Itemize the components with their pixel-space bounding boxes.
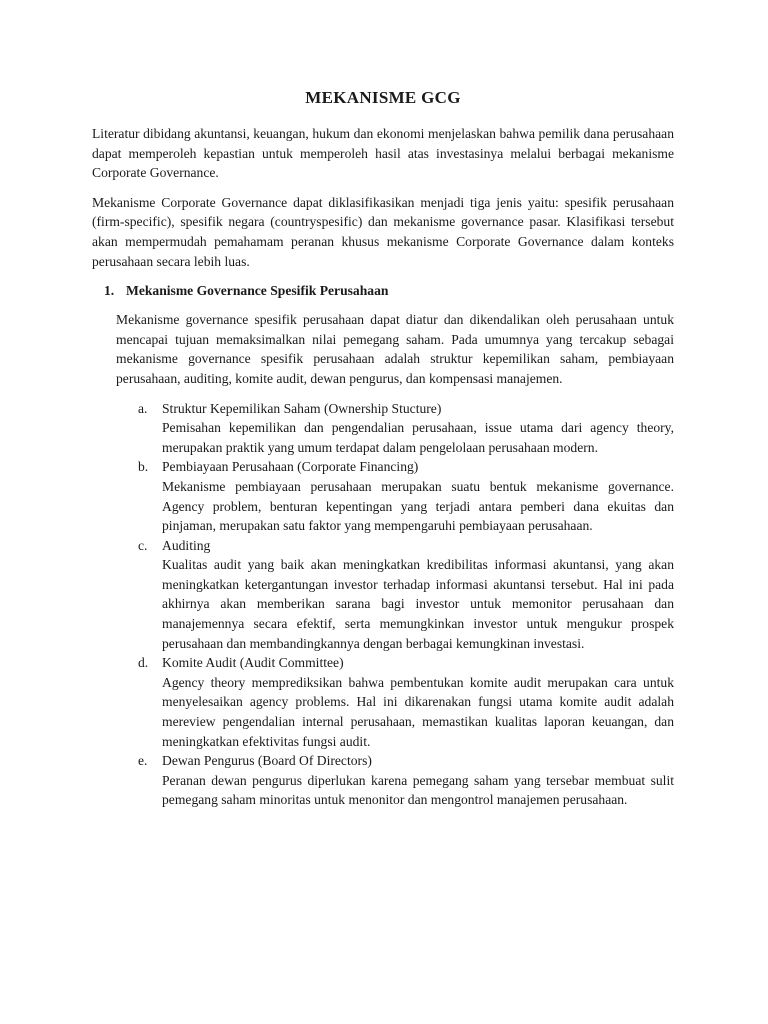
list-item-title: Dewan Pengurus (Board Of Directors)	[162, 753, 372, 769]
mechanism-list	[138, 399, 674, 810]
section-paragraph: Mekanisme governance spesifik perusahaan dapat diatur dan dikendalikan oleh perusahaan untuk mencapai tujuan memaksimalkan nilai pemegang saham. Pada umumnya yang tercakup sebagai mekanisme governance spesifik perusahaan adalah struktur kepemilikan saham, pembiayaan perusahaan, auditing, komite audit, dewan pengurus, dan kompensasi manajemen.	[116, 312, 674, 386]
list-item	[138, 653, 674, 751]
list-item-body: Agency theory memprediksikan bahwa pembentukan komite audit merupakan cara untuk menyelesaikan agency problems. Hal ini dikarenakan fungsi utama komite audit adalah mereview pengendalian internal perusahaan, memastikan kualitas laporan keuangan, dan meningkatkan efektivitas fungsi audit.	[162, 674, 674, 749]
list-marker: a.	[138, 400, 148, 416]
document-title: MEKANISME GCG	[305, 88, 461, 107]
document-page	[92, 86, 674, 810]
classification-paragraph: Mekanisme Corporate Governance dapat diklasifikasikan menjadi tiga jenis yaitu: spesifik perusahaan (firm-specific), spesifik negara (countryspesific) dan mekanisme governance pasar. Klasifikasi tersebut akan mempermudah pemahamam peranan khusus mekanisme Corporate Governance dalam konteks perusahaan secara lebih luas.	[92, 194, 674, 269]
list-item-title: Auditing	[162, 537, 211, 553]
list-marker: c.	[138, 537, 148, 553]
list-item	[138, 399, 674, 458]
intro-paragraph: Literatur dibidang akuntansi, keuangan, hukum dan ekonomi menjelaskan bahwa pemilik dana perusahaan dapat memperoleh kepastian untuk memperoleh hasil atas investasinya melalui berbagai mekanisme Corporate Governance.	[92, 126, 674, 181]
list-item-body: Kualitas audit yang baik akan meningkatkan kredibilitas informasi akuntansi, yang akan meningkatkan ketergantungan investor terhadap informasi akuntansi tersebut. Hal ini pada akhirnya akan memberikan sarana bagi investor untuk memonitor perusahaan dan manajemennya secara efektif, serta memungkinkan investor untuk mengukur prospek perusahaan dan membandingkannya dengan berbagai kemungkinan investasi.	[162, 557, 674, 651]
list-item-body: Mekanisme pembiayaan perusahaan merupakan suatu bentuk mekanisme governance. Agency problem, benturan kepentingan yang terjadi antara pemberi dana ekuitas dan pinjaman, merupakan satu faktor yang mempengaruhi pembiayaan perusahaan.	[162, 478, 674, 534]
list-item-title: Struktur Kepemilikan Saham (Ownership Stucture)	[162, 400, 442, 416]
list-marker: b.	[138, 459, 149, 475]
section-heading-text: Mekanisme Governance Spesifik Perusahaan	[126, 283, 389, 299]
list-item	[138, 751, 674, 810]
list-item-body: Pemisahan kepemilikan dan pengendalian perusahaan, issue utama dari agency theory, merupakan praktik yang umum terdapat dalam pengelolaan perusahaan modern.	[162, 420, 674, 455]
list-item-body: Peranan dewan pengurus diperlukan karena pemegang saham yang tersebar membuat sulit pemegang saham minoritas untuk menonitor dan mengontrol manajemen perusahaan.	[162, 772, 674, 808]
list-item-title: Pembiayaan Perusahaan (Corporate Financing)	[162, 459, 419, 475]
section-number: 1.	[104, 283, 115, 299]
list-item	[138, 536, 674, 654]
section-heading	[104, 281, 674, 301]
list-item-title: Komite Audit (Audit Committee)	[162, 655, 344, 671]
list-marker: d.	[138, 655, 149, 671]
list-item	[138, 457, 674, 535]
list-marker: e.	[138, 753, 148, 769]
